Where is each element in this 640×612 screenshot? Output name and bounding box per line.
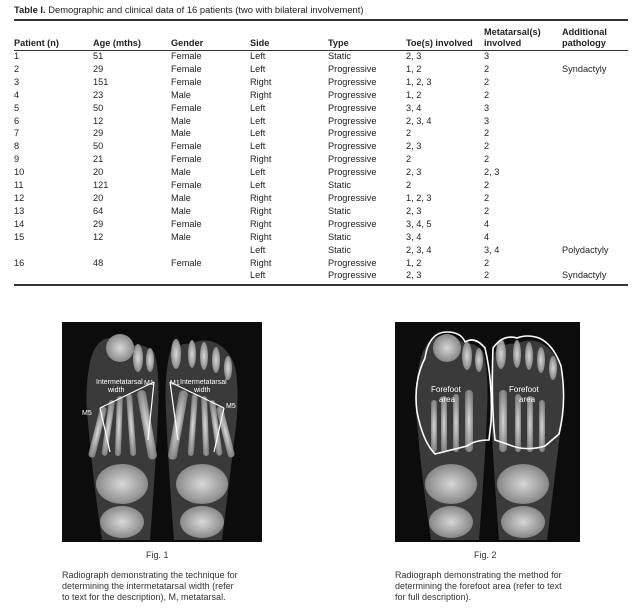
- figure2-caption-line: Radiograph demonstrating the method for: [395, 570, 562, 580]
- table-cell-toes: 1, 2, 3: [406, 76, 432, 87]
- table-cell-type: Static: [328, 205, 351, 216]
- table-caption: [14, 4, 364, 15]
- table-cell-gender: Female: [171, 180, 202, 191]
- table-cell-patient: [14, 244, 93, 257]
- fig1-right-width-label-1: Intermetatarsal: [180, 379, 227, 386]
- column-header-toes: Toe(s) involved: [406, 37, 473, 48]
- table-cell-gender: Male: [171, 89, 191, 100]
- table-cell-side: Left: [250, 270, 266, 281]
- table-cell-pathology: [562, 89, 628, 102]
- table-cell-patient: 5: [14, 102, 20, 113]
- figure2-caption-line: determining the forefoot area (refer to text: [395, 581, 562, 591]
- table-cell-metatarsals: 3, 4: [484, 244, 500, 255]
- table-cell-side: Left: [250, 244, 266, 255]
- table-cell-patient: 4: [14, 89, 20, 100]
- table-cell-pathology: [562, 127, 628, 140]
- table-cell-metatarsals: 2: [484, 154, 490, 165]
- table-cell-type: Progressive: [328, 63, 377, 74]
- table-row: [14, 115, 628, 128]
- table-cell-age: [93, 269, 171, 282]
- figure2-label: Fig. 2: [474, 550, 497, 560]
- fig2-right-area-label-1: Forefoot: [509, 385, 539, 394]
- table-cell-age: 151: [93, 76, 109, 87]
- table-body: [14, 50, 628, 282]
- table-cell-age: 12: [93, 231, 104, 242]
- column-header-gender: Gender: [171, 37, 204, 48]
- table-cell-metatarsals: 4: [484, 218, 490, 229]
- table-cell-metatarsals: 2: [484, 76, 490, 87]
- table-cell-patient: 16: [14, 257, 25, 268]
- table-cell-side: Right: [250, 231, 272, 242]
- table-cell-type: Progressive: [328, 76, 377, 87]
- table-cell-gender: Male: [171, 167, 191, 178]
- table-cell-age: 121: [93, 180, 109, 191]
- table-cell-age: 51: [93, 51, 104, 61]
- column-header-age: Age (mths): [93, 37, 141, 48]
- table-cell-gender: Female: [171, 76, 202, 87]
- table-row: [14, 269, 628, 282]
- table-cell-age: 29: [93, 128, 104, 139]
- table-cell-gender: [171, 244, 250, 257]
- fig2-left-area-label-1: Forefoot: [431, 385, 461, 394]
- table-cell-toes: 2, 3, 4: [406, 115, 432, 126]
- column-header-side: Side: [250, 37, 270, 48]
- demographic-table: [14, 22, 628, 282]
- table-label: Table I.: [14, 4, 46, 15]
- table-cell-side: Left: [250, 141, 266, 152]
- table-cell-type: Static: [328, 231, 351, 242]
- table-bottom-rule: [14, 284, 628, 286]
- table-row: [14, 244, 628, 257]
- table-cell-side: Right: [250, 89, 272, 100]
- table-cell-metatarsals: 3: [484, 102, 490, 113]
- table-cell-toes: 2, 3: [406, 167, 422, 178]
- table-cell-patient: 12: [14, 192, 25, 203]
- table-cell-toes: 2: [406, 180, 412, 191]
- table-cell-type: Static: [328, 180, 351, 191]
- table-cell-pathology: [562, 192, 628, 205]
- table-cell-patient: 6: [14, 115, 20, 126]
- table-row: [14, 76, 628, 89]
- table-cell-type: Progressive: [328, 192, 377, 203]
- column-header-type: Type: [328, 37, 349, 48]
- table-cell-side: Left: [250, 180, 266, 191]
- table-cell-patient: [14, 269, 93, 282]
- table-row: [14, 50, 628, 63]
- table-cell-age: 64: [93, 205, 104, 216]
- table-cell-age: 12: [93, 115, 104, 126]
- table-cell-type: Progressive: [328, 270, 377, 281]
- table-cell-gender: Female: [171, 218, 202, 229]
- table-cell-pathology: Syndactyly: [562, 63, 607, 74]
- table-cell-toes: 2, 3: [406, 205, 422, 216]
- table-cell-toes: 3, 4: [406, 231, 422, 242]
- table-row: [14, 231, 628, 244]
- table-cell-side: Left: [250, 63, 266, 74]
- table-top-rule: [14, 19, 628, 21]
- table-cell-gender: Male: [171, 192, 191, 203]
- figure1-caption-line: to text for the description), M, metatarsal.: [62, 592, 226, 602]
- figure1-caption-line: determining the intermetatarsal width (refer: [62, 581, 234, 591]
- figure2-radiograph: [395, 322, 580, 542]
- table-cell-type: Progressive: [328, 89, 377, 100]
- column-header-pathology: Additional pathology: [562, 27, 607, 48]
- fig1-right-width-label-2: width: [194, 387, 211, 394]
- table-cell-toes: 2, 3: [406, 51, 422, 61]
- table-row: [14, 192, 628, 205]
- table-cell-patient: 11: [14, 180, 24, 191]
- table-cell-toes: 1, 2: [406, 89, 422, 100]
- table-cell-age: 50: [93, 141, 104, 152]
- table-cell-pathology: [562, 140, 628, 153]
- table-cell-pathology: [562, 153, 628, 166]
- table-row: [14, 218, 628, 231]
- table-row: [14, 89, 628, 102]
- table-cell-metatarsals: 3: [484, 51, 490, 61]
- table-cell-gender: Female: [171, 51, 202, 61]
- table-cell-patient: 14: [14, 218, 25, 229]
- table-cell-pathology: Polydactyly: [562, 244, 609, 255]
- table-cell-age: [93, 244, 171, 257]
- table-cell-gender: Female: [171, 257, 202, 268]
- table-cell-side: Left: [250, 128, 266, 139]
- table-cell-age: 29: [93, 218, 104, 229]
- table-cell-type: Progressive: [328, 154, 377, 165]
- table-cell-gender: Female: [171, 154, 202, 165]
- table-cell-patient: 9: [14, 154, 20, 165]
- table-cell-patient: 3: [14, 76, 20, 87]
- table-cell-gender: Male: [171, 115, 191, 126]
- column-header-metatarsals: Metatarsal(s) involved: [484, 27, 541, 48]
- table-cell-metatarsals: 3: [484, 115, 490, 126]
- table-cell-patient: 1: [14, 51, 20, 61]
- table-cell-age: 21: [93, 154, 104, 165]
- table-cell-gender: Female: [171, 63, 202, 74]
- table-cell-metatarsals: 2: [484, 192, 490, 203]
- table-cell-toes: 2: [406, 128, 412, 139]
- table-cell-gender: Male: [171, 128, 191, 139]
- table-cell-type: Progressive: [328, 115, 377, 126]
- table-cell-side: Left: [250, 167, 266, 178]
- table-cell-pathology: [562, 218, 628, 231]
- table-cell-pathology: [562, 179, 628, 192]
- table-cell-side: Right: [250, 205, 272, 216]
- table-cell-age: 29: [93, 63, 104, 74]
- table-cell-type: Progressive: [328, 218, 377, 229]
- table-cell-pathology: [562, 102, 628, 115]
- table-cell-side: Left: [250, 115, 266, 126]
- table-cell-toes: 3, 4, 5: [406, 218, 432, 229]
- fig1-left-width-label-2: width: [108, 387, 125, 394]
- figure1-radiograph: [62, 322, 262, 542]
- table-cell-type: Progressive: [328, 167, 377, 178]
- table-cell-pathology: [562, 50, 628, 63]
- figure1-label: Fig. 1: [146, 550, 169, 560]
- fig2-left-area-label-2: area: [439, 395, 456, 404]
- table-cell-gender: Male: [171, 231, 191, 242]
- table-cell-patient: 2: [14, 63, 20, 74]
- table-cell-toes: 2, 3, 4: [406, 244, 432, 255]
- table-row: [14, 205, 628, 218]
- table-row: [14, 63, 628, 76]
- table-cell-metatarsals: 2: [484, 270, 490, 281]
- table-cell-patient: 13: [14, 205, 25, 216]
- table-row: [14, 153, 628, 166]
- table-cell-toes: 2: [406, 154, 412, 165]
- table-cell-toes: 2, 3: [406, 141, 422, 152]
- table-row: [14, 257, 628, 270]
- table-cell-gender: Male: [171, 205, 191, 216]
- fig1-right-m1-label: M1: [170, 380, 180, 387]
- table-cell-side: Right: [250, 192, 272, 203]
- figure1-caption-line: Radiograph demonstrating the technique for: [62, 570, 238, 580]
- table-cell-metatarsals: 4: [484, 231, 490, 242]
- table-row: [14, 102, 628, 115]
- figure2-caption: [395, 570, 595, 603]
- table-row: [14, 179, 628, 192]
- table-cell-side: Right: [250, 154, 272, 165]
- fig1-left-m5-label: M5: [82, 410, 92, 417]
- table-cell-side: Right: [250, 257, 272, 268]
- table-cell-toes: 2, 3: [406, 270, 422, 281]
- table-cell-pathology: [562, 76, 628, 89]
- table-cell-side: Left: [250, 102, 266, 113]
- table-row: [14, 166, 628, 179]
- table-cell-type: Static: [328, 244, 351, 255]
- fig1-left-m1-label: M1: [144, 380, 154, 387]
- table-cell-patient: 10: [14, 167, 25, 178]
- table-header-row: [14, 22, 628, 50]
- table-cell-pathology: Syndactyly: [562, 270, 607, 281]
- table-cell-pathology: [562, 257, 628, 270]
- table-cell-toes: 3, 4: [406, 102, 422, 113]
- table-cell-metatarsals: 2: [484, 128, 490, 139]
- table-cell-pathology: [562, 115, 628, 128]
- fig1-right-m5-label: M5: [226, 403, 236, 410]
- table-cell-patient: 15: [14, 231, 25, 242]
- table-cell-patient: 7: [14, 128, 20, 139]
- table-cell-toes: 1, 2, 3: [406, 192, 432, 203]
- table-cell-side: Right: [250, 76, 272, 87]
- table-cell-metatarsals: 2: [484, 205, 490, 216]
- table-cell-metatarsals: 2: [484, 63, 490, 74]
- column-header-patient: Patient (n): [14, 37, 59, 48]
- figure2-caption-line: for full description).: [395, 592, 472, 602]
- table-row: [14, 127, 628, 140]
- table-cell-age: 20: [93, 167, 104, 178]
- table-cell-pathology: [562, 166, 628, 179]
- figure1-caption: [62, 570, 272, 603]
- table-title: Demographic and clinical data of 16 patients (two with bilateral involvement): [48, 4, 364, 15]
- table-cell-side: Right: [250, 218, 272, 229]
- table-cell-type: Progressive: [328, 102, 377, 113]
- table-cell-metatarsals: 2: [484, 141, 490, 152]
- table-cell-metatarsals: 2: [484, 180, 490, 191]
- table-cell-toes: 1, 2: [406, 257, 422, 268]
- table-cell-metatarsals: 2: [484, 257, 490, 268]
- table-cell-gender: Female: [171, 102, 202, 113]
- table-cell-age: 20: [93, 192, 104, 203]
- table-row: [14, 140, 628, 153]
- fig1-left-width-label-1: Intermetatarsal: [96, 379, 143, 386]
- table-cell-type: Progressive: [328, 128, 377, 139]
- table-cell-age: 50: [93, 102, 104, 113]
- table-cell-gender: [171, 269, 250, 282]
- table-cell-type: Static: [328, 51, 351, 61]
- table-cell-age: 48: [93, 257, 104, 268]
- table-cell-patient: 8: [14, 141, 20, 152]
- table-cell-gender: Female: [171, 141, 202, 152]
- table-cell-age: 23: [93, 89, 104, 100]
- table-cell-toes: 1, 2: [406, 63, 422, 74]
- table-cell-metatarsals: 2: [484, 89, 490, 100]
- table-cell-pathology: [562, 205, 628, 218]
- table-cell-type: Progressive: [328, 257, 377, 268]
- table-cell-side: Left: [250, 51, 266, 61]
- table-cell-pathology: [562, 231, 628, 244]
- fig2-right-area-label-2: area: [519, 395, 536, 404]
- table-cell-type: Progressive: [328, 141, 377, 152]
- table-cell-metatarsals: 2, 3: [484, 167, 500, 178]
